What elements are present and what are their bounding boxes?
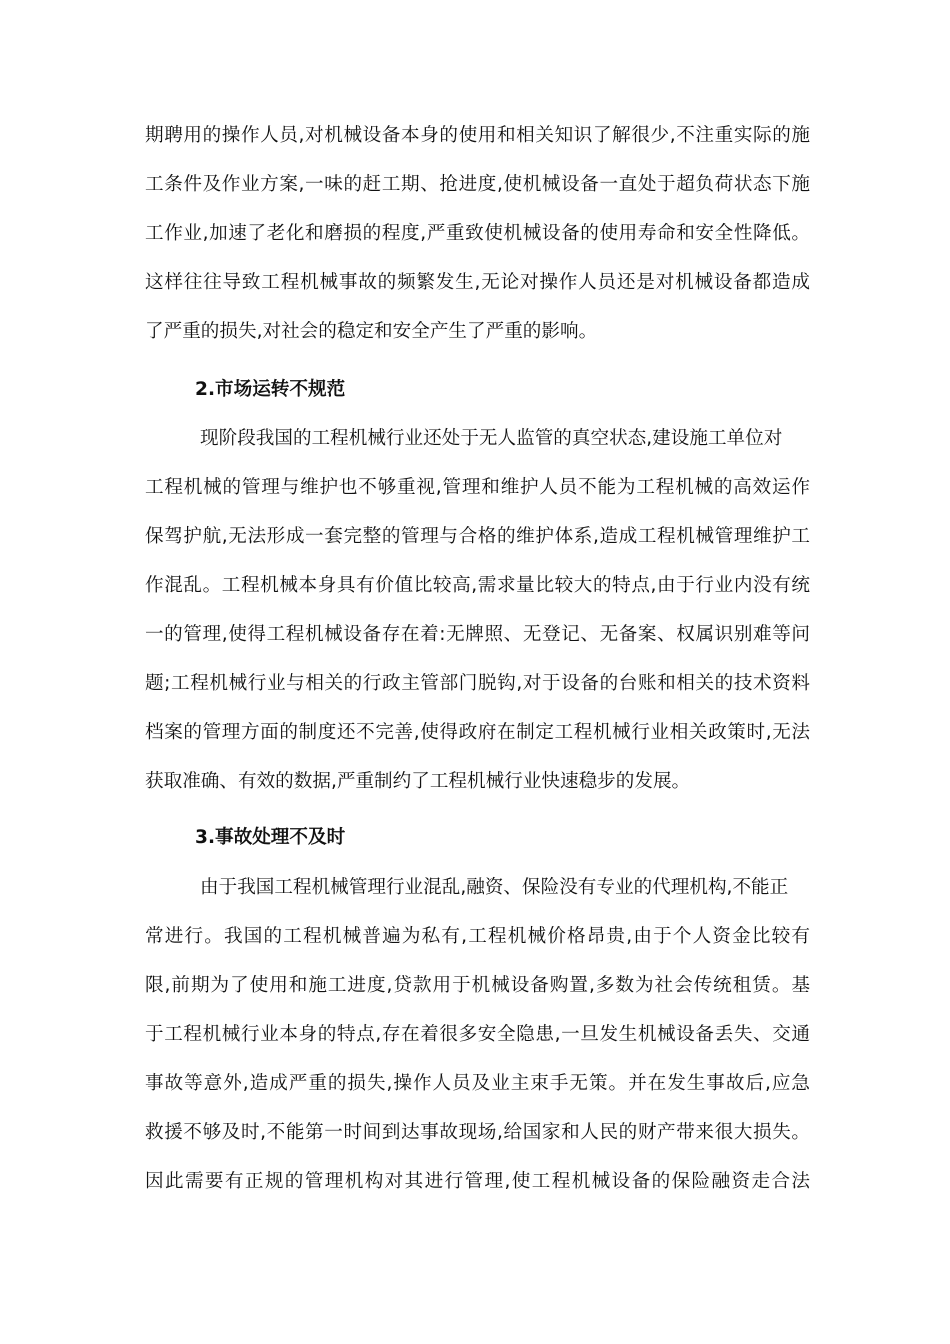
paragraph-line: 一的管理,使得工程机械设备存在着:无牌照、无登记、无备案、权属识别难等问 [145,624,810,645]
section-heading: 3.事故处理不及时 [195,827,346,848]
paragraph-line: 了严重的损失,对社会的稳定和安全产生了严重的影响。 [145,321,598,342]
paragraph-line: 工条件及作业方案,一味的赶工期、抢进度,使机械设备一直处于超负荷状态下施 [145,174,810,195]
paragraph-line: 常进行。我国的工程机械普遍为私有,工程机械价格昂贵,由于个人资金比较有 [145,926,810,947]
paragraph-line: 因此需要有正规的管理机构对其进行管理,使工程机械设备的保险融资走合法 [145,1171,810,1192]
paragraph-line: 期聘用的操作人员,对机械设备本身的使用和相关知识了解很少,不注重实际的施 [145,125,810,146]
paragraph-line: 这样往往导致工程机械事故的频繁发生,无论对操作人员还是对机械设备都造成 [145,272,810,293]
section-3 [145,813,810,862]
paragraph-line: 限,前期为了使用和施工进度,贷款用于机械设备购置,多数为社会传统租赁。基 [145,975,810,996]
section-2-paragraph [145,414,810,806]
paragraph-line: 现阶段我国的工程机械行业还处于无人监管的真空状态,建设施工单位对 [200,428,783,449]
paragraph-line: 事故等意外,造成严重的损失,操作人员及业主束手无策。并在发生事故后,应急 [145,1073,810,1094]
section-heading: 2.市场运转不规范 [195,379,346,400]
continuation-paragraph [145,111,810,356]
paragraph-line: 作混乱。工程机械本身具有价值比较高,需求量比较大的特点,由于行业内没有统 [145,575,810,596]
paragraph-line: 于工程机械行业本身的特点,存在着很多安全隐患,一旦发生机械设备丢失、交通 [145,1024,810,1045]
paragraph-line: 档案的管理方面的制度还不完善,使得政府在制定工程机械行业相关政策时,无法 [145,722,810,743]
paragraph-line: 工作业,加速了老化和磨损的程度,严重致使机械设备的使用寿命和安全性降低。 [145,223,810,244]
paragraph-line: 获取准确、有效的数据,严重制约了工程机械行业快速稳步的发展。 [145,771,691,792]
paragraph-line: 工程机械的管理与维护也不够重视,管理和维护人员不能为工程机械的高效运作 [145,477,810,498]
paragraph-line: 救援不够及时,不能第一时间到达事故现场,给国家和人民的财产带来很大损失。 [145,1122,810,1143]
section-2 [145,365,810,414]
paragraph-line: 保驾护航,无法形成一套完整的管理与合格的维护体系,造成工程机械管理维护工 [145,526,810,547]
paragraph-line: 题;工程机械行业与相关的行政主管部门脱钩,对于设备的台账和相关的技术资料 [145,673,810,694]
section-3-paragraph [145,863,810,1206]
paragraph-line: 由于我国工程机械管理行业混乱,融资、保险没有专业的代理机构,不能正 [200,877,789,898]
